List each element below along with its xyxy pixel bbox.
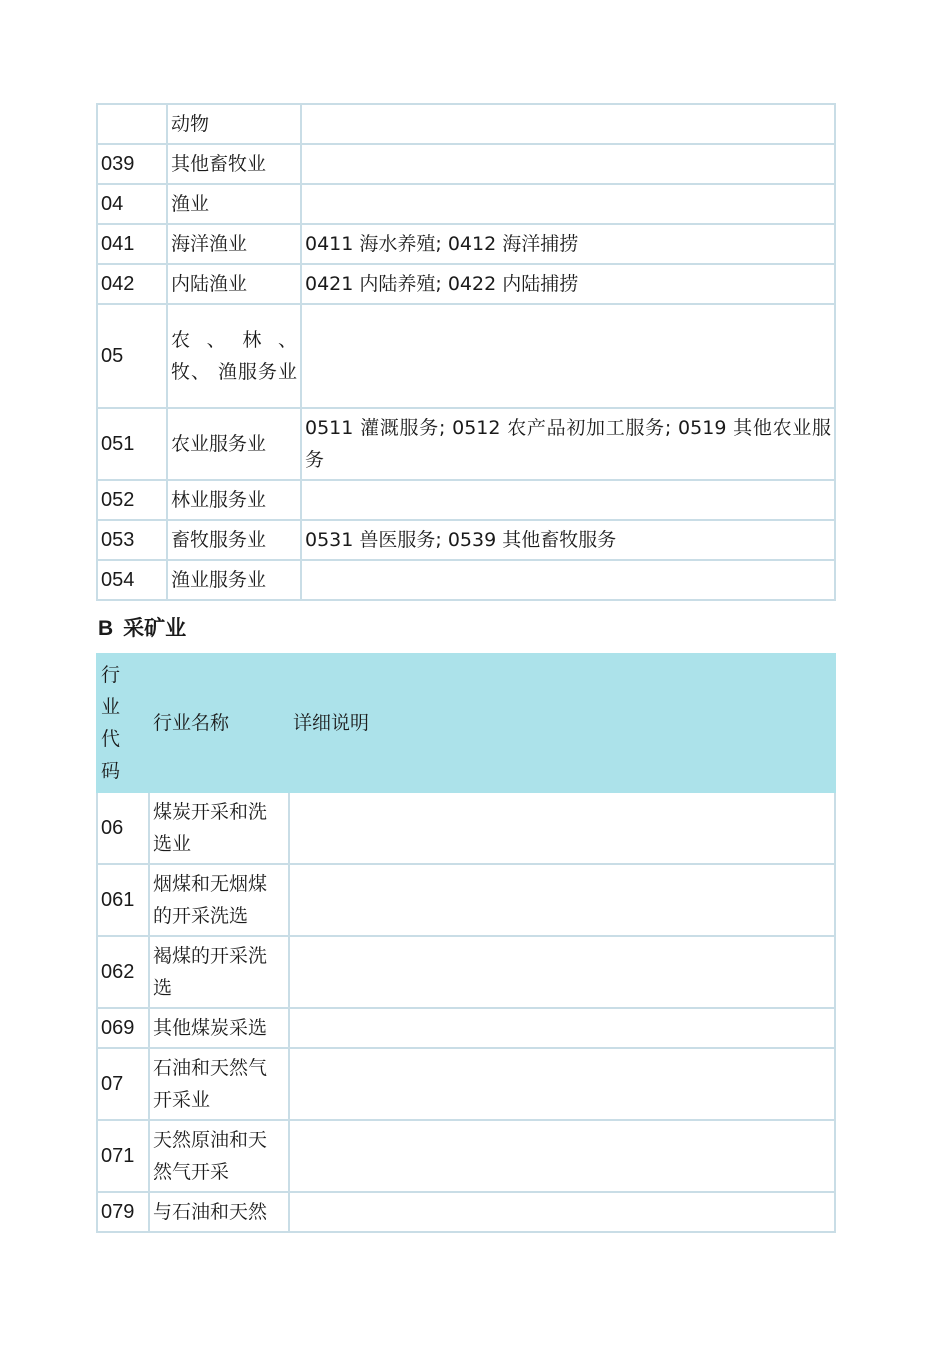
industry-code-cell: 061: [97, 864, 149, 936]
section-heading-b: [98, 613, 186, 644]
industry-detail-cell: [289, 1008, 835, 1048]
table-row: [97, 560, 835, 600]
table-row: [97, 408, 835, 480]
industry-detail-cell: 0531 兽医服务; 0539 其他畜牧服务: [301, 520, 835, 560]
industry-name-cell: 其他畜牧业: [167, 144, 301, 184]
industry-code-cell: 039: [97, 144, 167, 184]
industry-code-cell: 041: [97, 224, 167, 264]
industry-detail-cell: [301, 104, 835, 144]
table-row: [97, 936, 835, 1008]
table-row: [97, 1120, 835, 1192]
table-row: [97, 864, 835, 936]
industry-detail-cell: [289, 936, 835, 1008]
industry-detail-cell: [289, 1192, 835, 1232]
industry-name-cell: 农业服务业: [167, 408, 301, 480]
industry-name-cell: 动物: [167, 104, 301, 144]
industry-code-cell: 04: [97, 184, 167, 224]
industry-code-cell: 051: [97, 408, 167, 480]
industry-table-b: [96, 653, 836, 1233]
industry-table-a: [96, 103, 836, 601]
industry-name-cell: 内陆渔业: [167, 264, 301, 304]
industry-name-cell: 褐煤的开采洗选: [149, 936, 289, 1008]
table-b-body: [97, 654, 835, 1232]
industry-name-cell: 渔业服务业: [167, 560, 301, 600]
industry-detail-cell: [301, 184, 835, 224]
table-row: [97, 304, 835, 408]
industry-detail-cell: [289, 792, 835, 864]
industry-detail-cell: 0421 内陆养殖; 0422 内陆捕捞: [301, 264, 835, 304]
industry-code-cell: 079: [97, 1192, 149, 1232]
industry-detail-cell: 0411 海水养殖; 0412 海洋捕捞: [301, 224, 835, 264]
section-letter: B: [98, 617, 114, 640]
table-row: [97, 264, 835, 304]
industry-detail-cell: [289, 864, 835, 936]
industry-name-cell: 农 、 林 、牧、 渔服务业: [167, 304, 301, 408]
table-row: [97, 1008, 835, 1048]
industry-name-cell: 渔业: [167, 184, 301, 224]
industry-detail-cell: [289, 1120, 835, 1192]
table-header-row: [97, 654, 835, 792]
industry-name-cell: 其他煤炭采选: [149, 1008, 289, 1048]
industry-code-cell: 069: [97, 1008, 149, 1048]
table-row: [97, 224, 835, 264]
industry-code-cell: 053: [97, 520, 167, 560]
table-row: [97, 1192, 835, 1232]
table-a-body: [97, 104, 835, 600]
header-code-label: 行业代码: [101, 664, 121, 782]
industry-name-cell: 与石油和天然: [149, 1192, 289, 1232]
industry-name-cell: 煤炭开采和洗选业: [149, 792, 289, 864]
industry-detail-cell: 0511 灌溉服务; 0512 农产品初加工服务; 0519 其他农业服务: [301, 408, 835, 480]
header-code: [97, 654, 149, 792]
industry-name-cell: 畜牧服务业: [167, 520, 301, 560]
industry-name-cell: 林业服务业: [167, 480, 301, 520]
industry-name-cell: 天然原油和天然气开采: [149, 1120, 289, 1192]
header-name: 行业名称: [149, 654, 289, 792]
industry-code-cell: 042: [97, 264, 167, 304]
industry-code-cell: 052: [97, 480, 167, 520]
table-row: [97, 184, 835, 224]
industry-code-cell: [97, 104, 167, 144]
industry-code-cell: 062: [97, 936, 149, 1008]
table-row: [97, 480, 835, 520]
table-row: [97, 1048, 835, 1120]
industry-detail-cell: [289, 1048, 835, 1120]
industry-detail-cell: [301, 560, 835, 600]
table-row: [97, 792, 835, 864]
industry-code-cell: 071: [97, 1120, 149, 1192]
section-title: 采矿业: [123, 616, 187, 640]
table-row: [97, 520, 835, 560]
industry-code-cell: 06: [97, 792, 149, 864]
industry-detail-cell: [301, 144, 835, 184]
industry-name-cell: 烟煤和无烟煤的开采洗选: [149, 864, 289, 936]
industry-detail-cell: [301, 304, 835, 408]
table-row: [97, 104, 835, 144]
table-row: [97, 144, 835, 184]
industry-name-cell: 石油和天然气开采业: [149, 1048, 289, 1120]
industry-code-cell: 054: [97, 560, 167, 600]
industry-code-cell: 07: [97, 1048, 149, 1120]
industry-name-cell: 海洋渔业: [167, 224, 301, 264]
industry-detail-cell: [301, 480, 835, 520]
header-detail: 详细说明: [289, 654, 835, 792]
industry-code-cell: 05: [97, 304, 167, 408]
